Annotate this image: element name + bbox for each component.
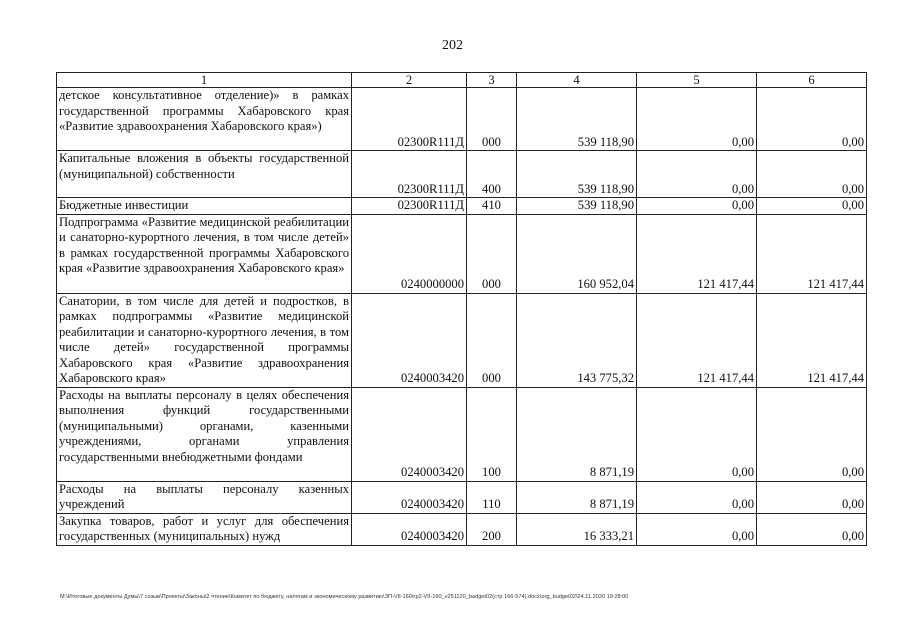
- item-amount-col4: 539 118,90: [517, 88, 637, 151]
- item-amount-col4: 143 775,32: [517, 293, 637, 387]
- file-path-footer: M:\Итоговые документы Думы\7 созыв\Проекты\Законы\2 чтение\Комитет по бюджету, налогам и экономическому развитию\ЗП-VII-160\гр2-VII-160_v251120_badget02(стр 166-574).docx\org_budget02\24.11.2020 19:28:00: [60, 594, 629, 600]
- column-header: 3: [467, 73, 517, 88]
- table-header-row: [57, 73, 867, 88]
- column-header: 4: [517, 73, 637, 88]
- item-type: 100: [467, 387, 517, 481]
- table-row: [57, 214, 867, 293]
- item-name: детское консультативное отделение)» в рамках государственной программы Хабаровского края «Развитие здравоохранения Хабаровского края»): [57, 88, 352, 151]
- item-name: Бюджетные инвестиции: [57, 198, 352, 215]
- item-type: 000: [467, 214, 517, 293]
- item-amount-col5: 0,00: [637, 481, 757, 513]
- item-amount-col4: 16 333,21: [517, 513, 637, 545]
- table-row: [57, 88, 867, 151]
- column-header: 6: [757, 73, 867, 88]
- item-amount-col6: 0,00: [757, 198, 867, 215]
- item-amount-col4: 160 952,04: [517, 214, 637, 293]
- item-amount-col4: 539 118,90: [517, 151, 637, 198]
- table-row: [57, 387, 867, 481]
- item-name: Подпрограмма «Развитие медицинской реабилитации и санаторно-курортного лечения, в том числе детей» в рамках государственной программы Хабаровского края «Развитие здравоохранения Хабаровского края»: [57, 214, 352, 293]
- item-name: Расходы на выплаты персоналу казенных учреждений: [57, 481, 352, 513]
- item-name: Капитальные вложения в объекты государственной (муниципальной) собственности: [57, 151, 352, 198]
- item-type: 000: [467, 293, 517, 387]
- item-amount-col6: 121 417,44: [757, 214, 867, 293]
- item-amount-col5: 0,00: [637, 88, 757, 151]
- table-row: [57, 293, 867, 387]
- item-amount-col5: 0,00: [637, 151, 757, 198]
- item-amount-col4: 539 118,90: [517, 198, 637, 215]
- page-number: 202: [442, 38, 463, 53]
- item-amount-col5: 0,00: [637, 513, 757, 545]
- item-amount-col6: 0,00: [757, 88, 867, 151]
- item-code: 02300R111Д: [352, 151, 467, 198]
- item-name: Закупка товаров, работ и услуг для обеспечения государственных (муниципальных) нужд: [57, 513, 352, 545]
- item-code: 0240000000: [352, 214, 467, 293]
- column-header: 2: [352, 73, 467, 88]
- item-amount-col4: 8 871,19: [517, 481, 637, 513]
- item-type: 410: [467, 198, 517, 215]
- item-name: Санатории, в том числе для детей и подростков, в рамках подпрограммы «Развитие медицинской реабилитации и санаторно-курортного лечения, в том числе детей» государственной программы Хабаровского края «Развитие здравоохранения Хабаровского края»: [57, 293, 352, 387]
- table-row: [57, 481, 867, 513]
- item-type: 000: [467, 88, 517, 151]
- table-row: [57, 513, 867, 545]
- item-amount-col5: 121 417,44: [637, 214, 757, 293]
- item-amount-col6: 121 417,44: [757, 293, 867, 387]
- table-row: [57, 151, 867, 198]
- item-type: 200: [467, 513, 517, 545]
- item-code: 0240003420: [352, 293, 467, 387]
- item-code: 0240003420: [352, 481, 467, 513]
- item-type: 400: [467, 151, 517, 198]
- table-row: [57, 198, 867, 215]
- item-amount-col5: 121 417,44: [637, 293, 757, 387]
- budget-table: [56, 72, 867, 546]
- item-amount-col5: 0,00: [637, 198, 757, 215]
- item-amount-col6: 0,00: [757, 387, 867, 481]
- item-amount-col6: 0,00: [757, 481, 867, 513]
- item-amount-col4: 8 871,19: [517, 387, 637, 481]
- item-amount-col6: 0,00: [757, 151, 867, 198]
- item-code: 0240003420: [352, 387, 467, 481]
- column-header: 5: [637, 73, 757, 88]
- item-name: Расходы на выплаты персоналу в целях обеспечения выполнения функций государственными (муниципальными) органами, казенными учреждениями, органами управления государственными внебюджетными фондами: [57, 387, 352, 481]
- item-amount-col5: 0,00: [637, 387, 757, 481]
- item-code: 0240003420: [352, 513, 467, 545]
- item-code: 02300R111Д: [352, 198, 467, 215]
- item-type: 110: [467, 481, 517, 513]
- column-header: 1: [57, 73, 352, 88]
- item-amount-col6: 0,00: [757, 513, 867, 545]
- item-code: 02300R111Д: [352, 88, 467, 151]
